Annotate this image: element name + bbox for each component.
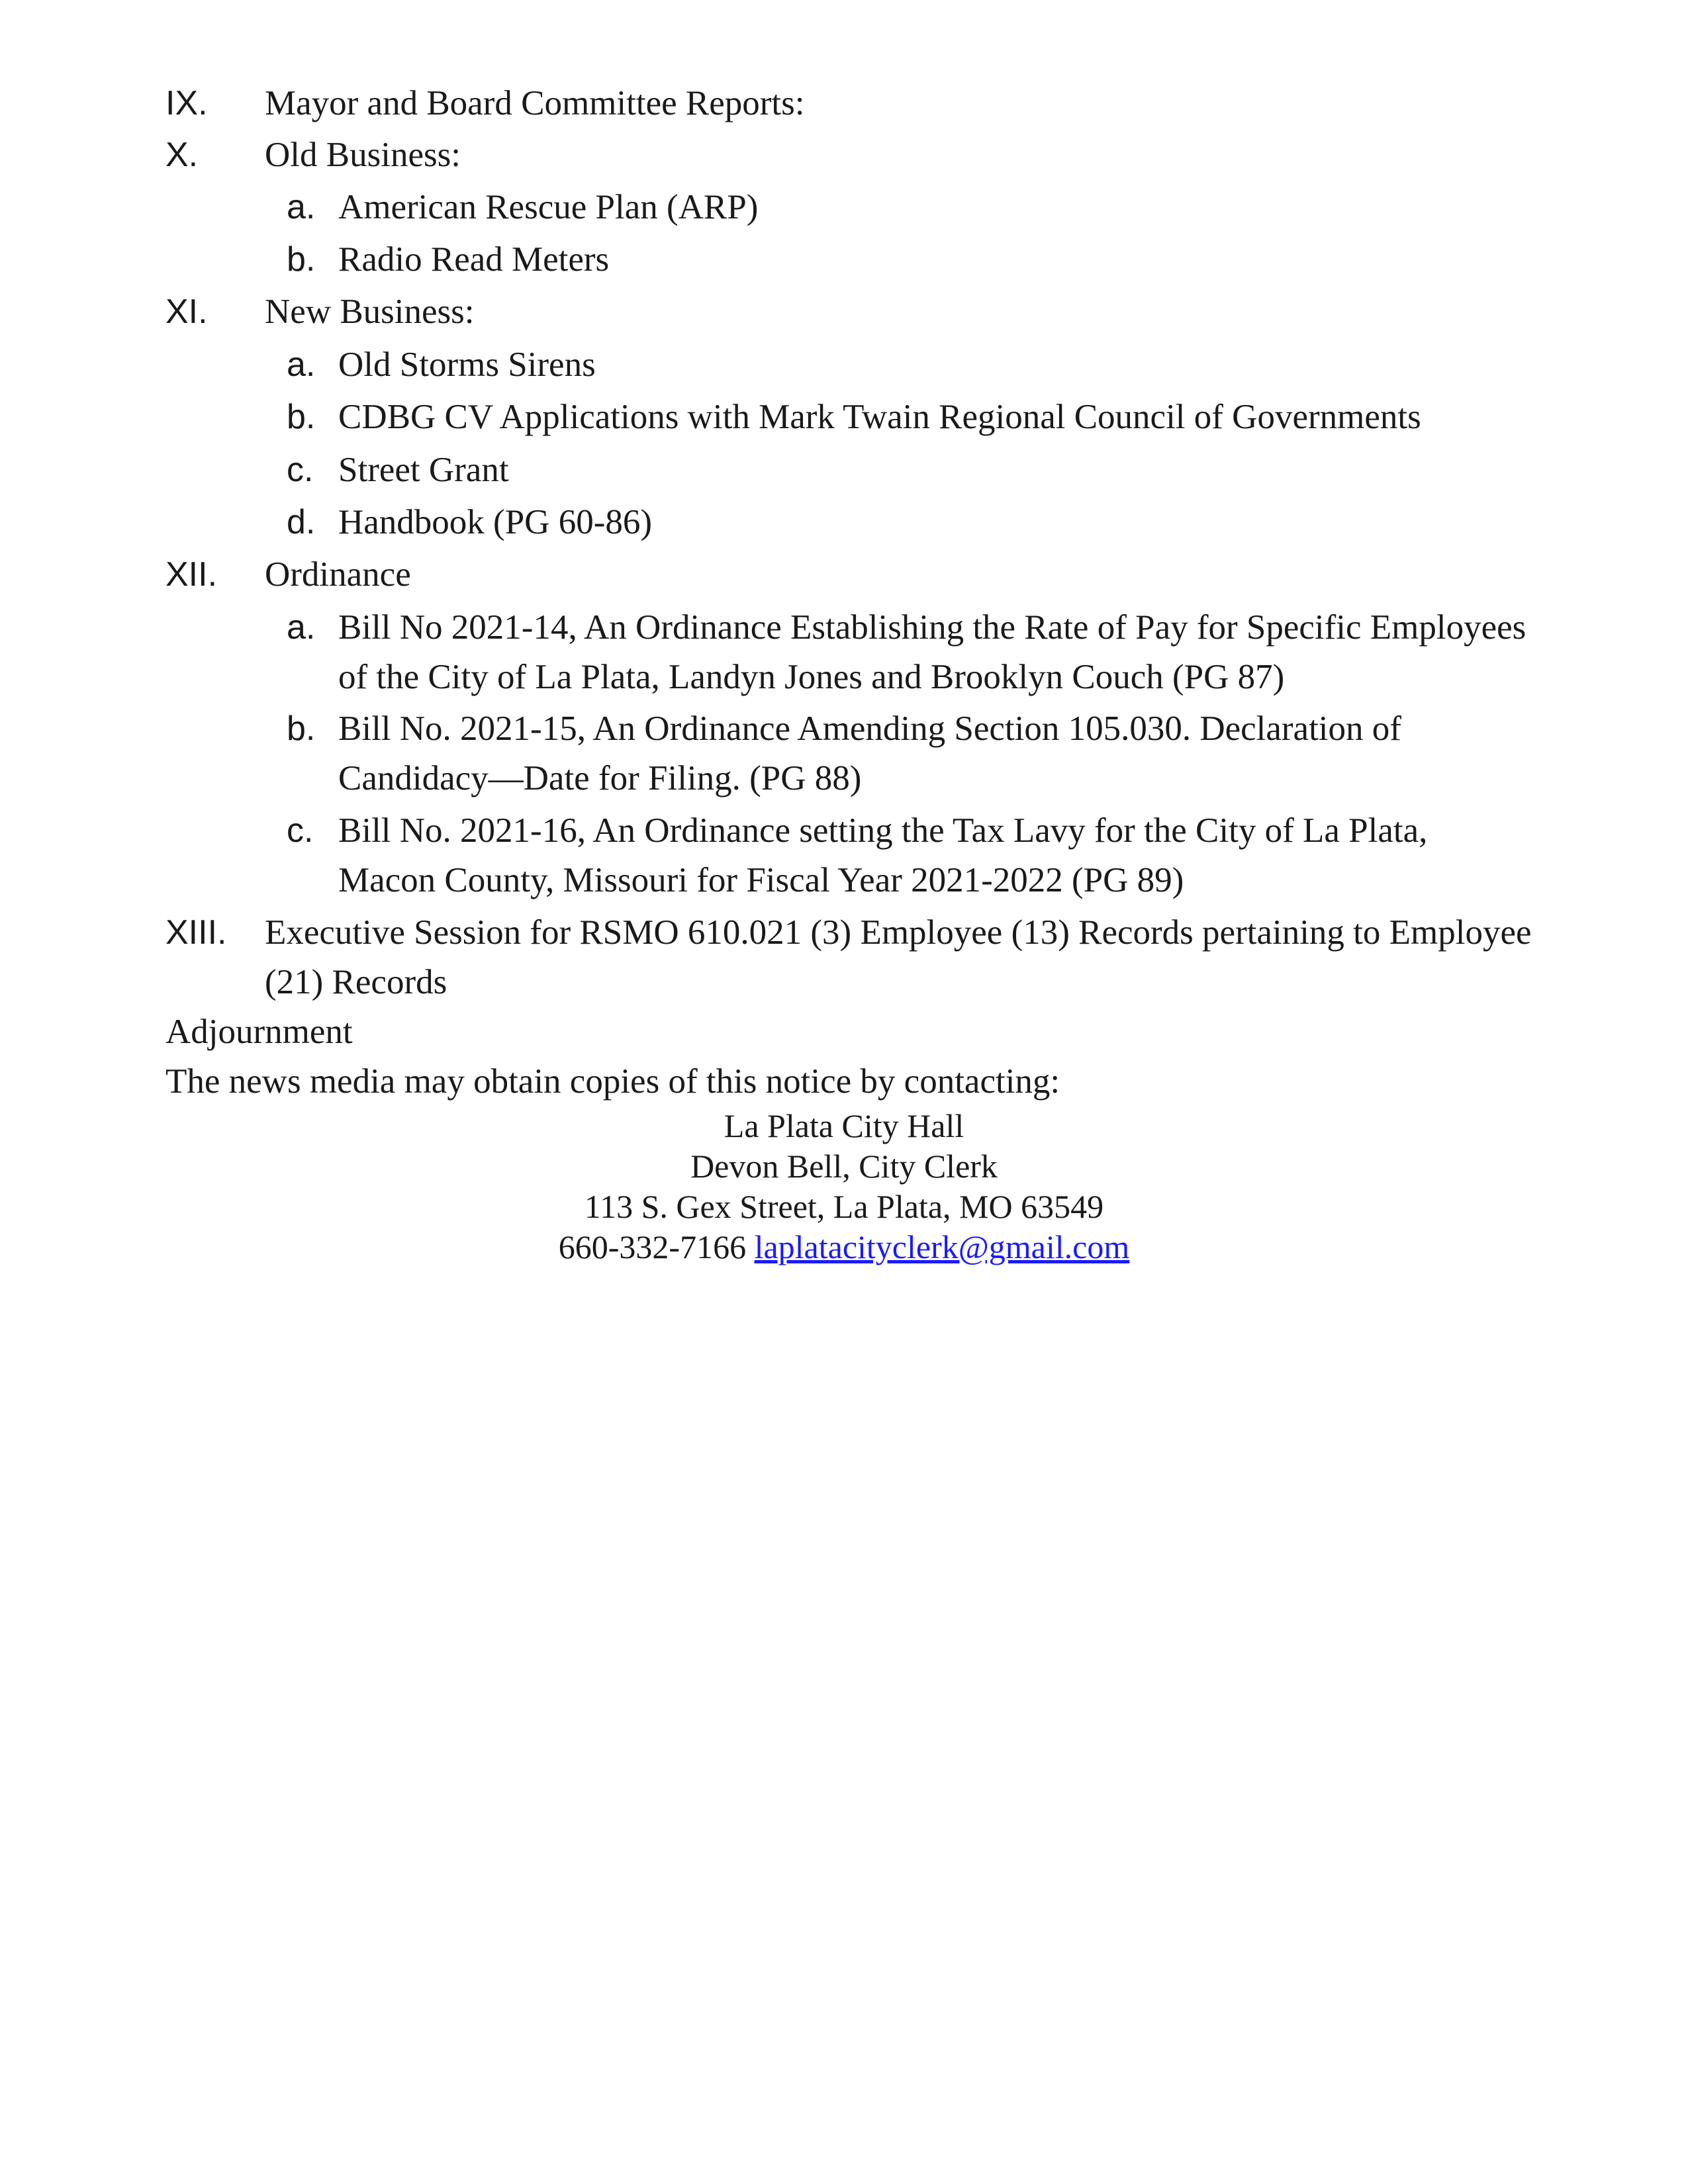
item-title: Ordinance	[265, 555, 411, 594]
contact-clerk: Devon Bell, City Clerk	[690, 1148, 998, 1185]
sub-text: Bill No 2021-14, An Ordinance Establishing the Rate of Pay for Specific Employees	[338, 608, 1526, 647]
sub-text: of the City of La Plata, Landyn Jones and Brooklyn Couch (PG 87)	[338, 658, 1285, 696]
sub-text: American Rescue Plan (ARP)	[338, 188, 759, 226]
contact-phone: 660-332-7166	[558, 1228, 747, 1265]
item-title: Mayor and Board Committee Reports:	[265, 84, 805, 122]
sub-text: Old Storms Sirens	[338, 345, 596, 384]
sub-text: Radio Read Meters	[338, 240, 610, 279]
item-title: (21) Records	[265, 963, 447, 1001]
roman-numeral: IX.	[165, 84, 208, 122]
sub-letter: b.	[287, 240, 316, 279]
sub-letter: b.	[287, 398, 316, 436]
sub-text: Bill No. 2021-15, An Ordinance Amending Section 105.030. Declaration of	[338, 709, 1401, 748]
roman-numeral: X.	[165, 136, 199, 174]
sub-text: Macon County, Missouri for Fiscal Year 2021-2022 (PG 89)	[338, 861, 1184, 899]
sub-text: Street Grant	[338, 451, 509, 489]
item-title: Executive Session for RSMO 610.021 (3) Employee (13) Records pertaining to Employee	[265, 913, 1532, 952]
contact-address: 113 S. Gex Street, La Plata, MO 63549	[584, 1188, 1104, 1225]
contact-place: La Plata City Hall	[724, 1107, 964, 1144]
sub-letter: b.	[287, 709, 316, 748]
sub-text: Bill No. 2021-16, An Ordinance setting the Tax Lavy for the City of La Plata,	[338, 811, 1428, 850]
roman-numeral: XI.	[165, 293, 208, 331]
roman-numeral: XII.	[165, 555, 218, 594]
roman-numeral: XIII.	[165, 913, 227, 952]
sub-letter: c.	[287, 451, 314, 489]
sub-letter: a.	[287, 345, 316, 384]
item-title: New Business:	[265, 293, 475, 331]
sub-text: Candidacy—Date for Filing. (PG 88)	[338, 759, 862, 797]
sub-letter: a.	[287, 608, 316, 647]
contact-line	[0, 1227, 1688, 1267]
adjournment-text: Adjournment	[165, 1013, 353, 1051]
media-notice-text: The news media may obtain copies of this notice by contacting:	[165, 1062, 1060, 1101]
sub-text: CDBG CV Applications with Mark Twain Regional Council of Governments	[338, 398, 1421, 436]
sub-letter: a.	[287, 188, 316, 226]
sub-letter: d.	[287, 503, 316, 541]
contact-email-link[interactable]: laplatacityclerk@gmail.com	[754, 1228, 1130, 1265]
item-title: Old Business:	[265, 136, 461, 174]
sub-text: Handbook (PG 60-86)	[338, 503, 652, 541]
sub-letter: c.	[287, 811, 314, 850]
